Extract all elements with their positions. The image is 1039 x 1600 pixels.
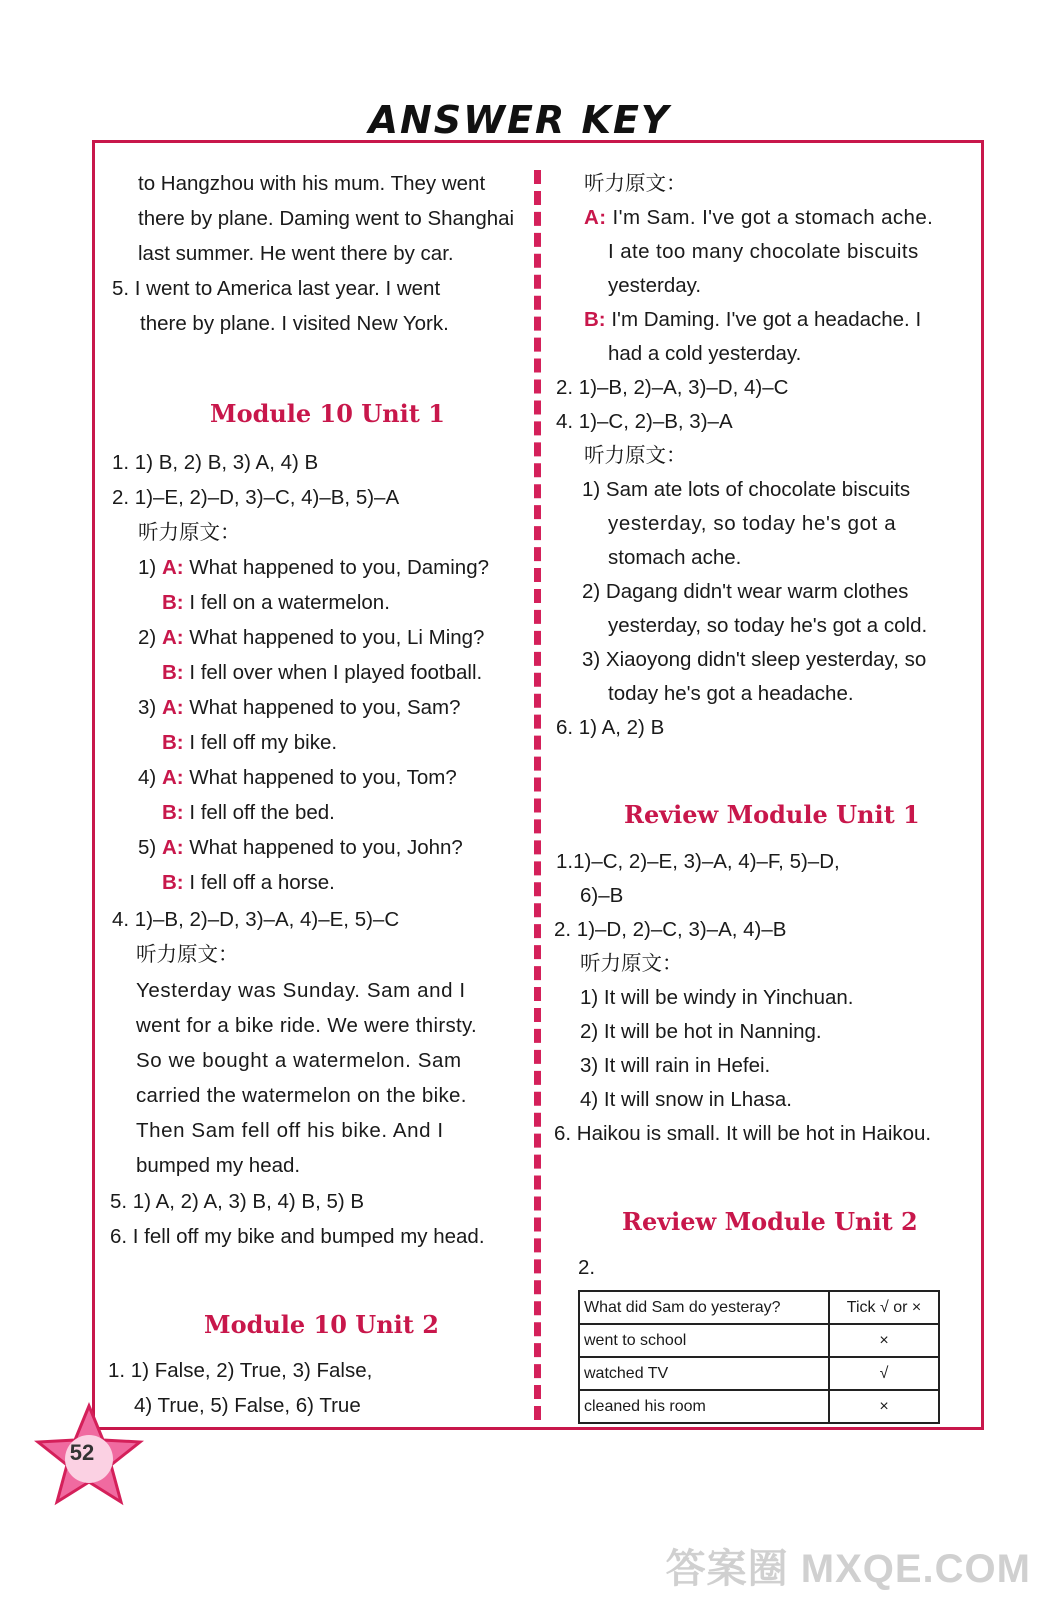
text-line: 1) Sam ate lots of chocolate biscuits	[582, 478, 911, 501]
text-line: 1) It will be windy in Yinchuan.	[580, 986, 854, 1009]
item-num: 4)	[138, 766, 157, 789]
text-line: 3) It will rain in Hefei.	[580, 1054, 771, 1077]
speaker-a: A:	[161, 556, 184, 579]
text-line: yesterday, so today he's got a cold.	[608, 614, 928, 637]
table-cell: ×	[829, 1324, 939, 1357]
dialogue-b	[162, 730, 337, 756]
answer-line: 4. 1)–B, 2)–D, 3)–A, 4)–E, 5)–C	[112, 908, 400, 931]
table-cell: cleaned his room	[579, 1390, 829, 1423]
passage-line: went for a bike ride. We were thirsty.	[136, 1014, 478, 1037]
passage-line: carried the watermelon on the bike.	[136, 1084, 467, 1107]
dialogue-b	[162, 870, 335, 896]
speaker-a: A:	[161, 696, 184, 719]
listening-label: 听力原文：	[580, 952, 683, 975]
item-num: 1)	[138, 556, 157, 579]
speaker-b: B:	[162, 871, 184, 894]
dialogue-text: yesterday.	[608, 274, 702, 297]
answer-line: 2. 1)–D, 2)–C, 3)–A, 4)–B	[554, 918, 787, 941]
answer-line: 5. I went to America last year. I went	[112, 277, 441, 300]
dialogue-text: had a cold yesterday.	[608, 342, 802, 365]
dialogue-text: I'm Daming. I've got a headache. I	[611, 308, 922, 331]
text-line: 4) It will snow in Lhasa.	[580, 1088, 792, 1111]
speaker-a: A:	[161, 766, 184, 789]
answer-line: 2. 1)–E, 2)–D, 3)–C, 4)–B, 5)–A	[112, 486, 400, 509]
page-number: 52	[69, 1440, 95, 1465]
speaker-b: B:	[584, 308, 606, 331]
speaker-a: A:	[161, 836, 184, 859]
dialogue-text: I'm Sam. I've got a stomach ache.	[612, 206, 934, 229]
answer-line: 6)–B	[580, 884, 624, 907]
speaker-b: B:	[162, 591, 184, 614]
dialogue-a	[138, 695, 461, 721]
answer-line: 4. 1)–C, 2)–B, 3)–A	[556, 410, 733, 433]
text-line: last summer. He went there by car.	[138, 242, 454, 265]
table-cell: √	[829, 1357, 939, 1390]
table-header: What did Sam do yesteray?	[579, 1291, 829, 1324]
dialogue-a	[138, 765, 457, 791]
dialogue-b	[162, 800, 335, 826]
passage-line: So we bought a watermelon. Sam	[136, 1049, 462, 1072]
listening-label: 听力原文：	[136, 943, 239, 966]
item-num: 2)	[138, 626, 157, 649]
speaker-b: B:	[162, 801, 184, 824]
section-heading: Module 10 Unit 2	[204, 1310, 439, 1339]
answer-line: 5. 1) A, 2) A, 3) B, 4) B, 5) B	[110, 1190, 365, 1213]
answer-line: 1.1)–C, 2)–E, 3)–A, 4)–F, 5)–D,	[556, 850, 840, 873]
text-line: to Hangzhou with his mum. They went	[138, 172, 486, 195]
dialogue-text: What happened to you, Daming?	[189, 556, 490, 579]
section-heading: Module 10 Unit 1	[210, 399, 445, 428]
dialogue-text: I fell off the bed.	[189, 801, 335, 824]
listening-label: 听力原文：	[584, 172, 687, 195]
text-line: today he's got a headache.	[608, 682, 854, 705]
passage-line: Yesterday was Sunday. Sam and I	[136, 979, 466, 1002]
section-heading: Review Module Unit 2	[622, 1207, 918, 1236]
text-line: there by plane. I visited New York.	[140, 312, 449, 335]
dialogue-text: I fell over when I played football.	[189, 661, 483, 684]
text-line: 2) Dagang didn't wear warm clothes	[582, 580, 909, 603]
dialogue-a	[138, 625, 484, 651]
table-cell: watched TV	[579, 1357, 829, 1390]
answer-line: 2.	[578, 1256, 596, 1279]
answer-line: 2. 1)–B, 2)–A, 3)–D, 4)–C	[556, 376, 789, 399]
table-header-row	[579, 1291, 939, 1324]
page-title: ANSWER KEY	[368, 98, 671, 142]
dialogue-text: What happened to you, John?	[189, 836, 463, 859]
section-heading: Review Module Unit 1	[624, 800, 920, 829]
dialogue-text: What happened to you, Li Ming?	[189, 626, 485, 649]
text-line: 3) Xiaoyong didn't sleep yesterday, so	[582, 648, 927, 671]
dialogue-text: I ate too many chocolate biscuits	[608, 240, 919, 263]
answer-line: 6. 1) A, 2) B	[556, 716, 665, 739]
dialogue-text: What happened to you, Tom?	[189, 766, 457, 789]
speaker-a: A:	[161, 626, 184, 649]
answer-line: 1. 1) False, 2) True, 3) False,	[108, 1359, 373, 1382]
text-line: 2) It will be hot in Nanning.	[580, 1020, 822, 1043]
table-row	[579, 1357, 939, 1390]
dialogue-text: I fell on a watermelon.	[189, 591, 390, 614]
text-line: yesterday, so today he's got a	[608, 512, 897, 535]
column-divider	[534, 170, 541, 1420]
item-num: 5)	[138, 836, 157, 859]
dialogue-text: I fell off a horse.	[189, 871, 335, 894]
dialogue-text: I fell off my bike.	[189, 731, 338, 754]
dialogue-a	[138, 835, 463, 861]
answer-line: 6. I fell off my bike and bumped my head.	[110, 1225, 485, 1248]
dialogue-b	[162, 660, 482, 686]
dialogue-a	[584, 205, 933, 231]
speaker-b: B:	[162, 661, 184, 684]
dialogue-b	[584, 307, 921, 333]
tick-table	[578, 1290, 940, 1424]
item-num: 3)	[138, 696, 157, 719]
speaker-b: B:	[162, 731, 184, 754]
text-line: there by plane. Daming went to Shanghai	[138, 207, 515, 230]
table-row	[579, 1390, 939, 1423]
passage-line: Then Sam fell off his bike. And I	[136, 1119, 444, 1142]
listening-label: 听力原文：	[138, 521, 241, 544]
text-line: stomach ache.	[608, 546, 742, 569]
answer-line: 1. 1) B, 2) B, 3) A, 4) B	[112, 451, 319, 474]
dialogue-b	[162, 590, 390, 616]
watermark: 答案圈 MXQE.COM	[665, 1547, 1031, 1591]
table-cell: ×	[829, 1390, 939, 1423]
dialogue-a	[138, 555, 489, 581]
listening-label: 听力原文：	[584, 444, 687, 467]
dialogue-text: What happened to you, Sam?	[189, 696, 461, 719]
table-cell: went to school	[579, 1324, 829, 1357]
table-header: Tick √ or ×	[829, 1291, 939, 1324]
table-row	[579, 1324, 939, 1357]
speaker-a: A:	[584, 206, 607, 229]
passage-line: bumped my head.	[136, 1154, 301, 1177]
answer-line: 4) True, 5) False, 6) True	[134, 1394, 361, 1417]
answer-line: 6. Haikou is small. It will be hot in Haikou.	[554, 1122, 932, 1145]
